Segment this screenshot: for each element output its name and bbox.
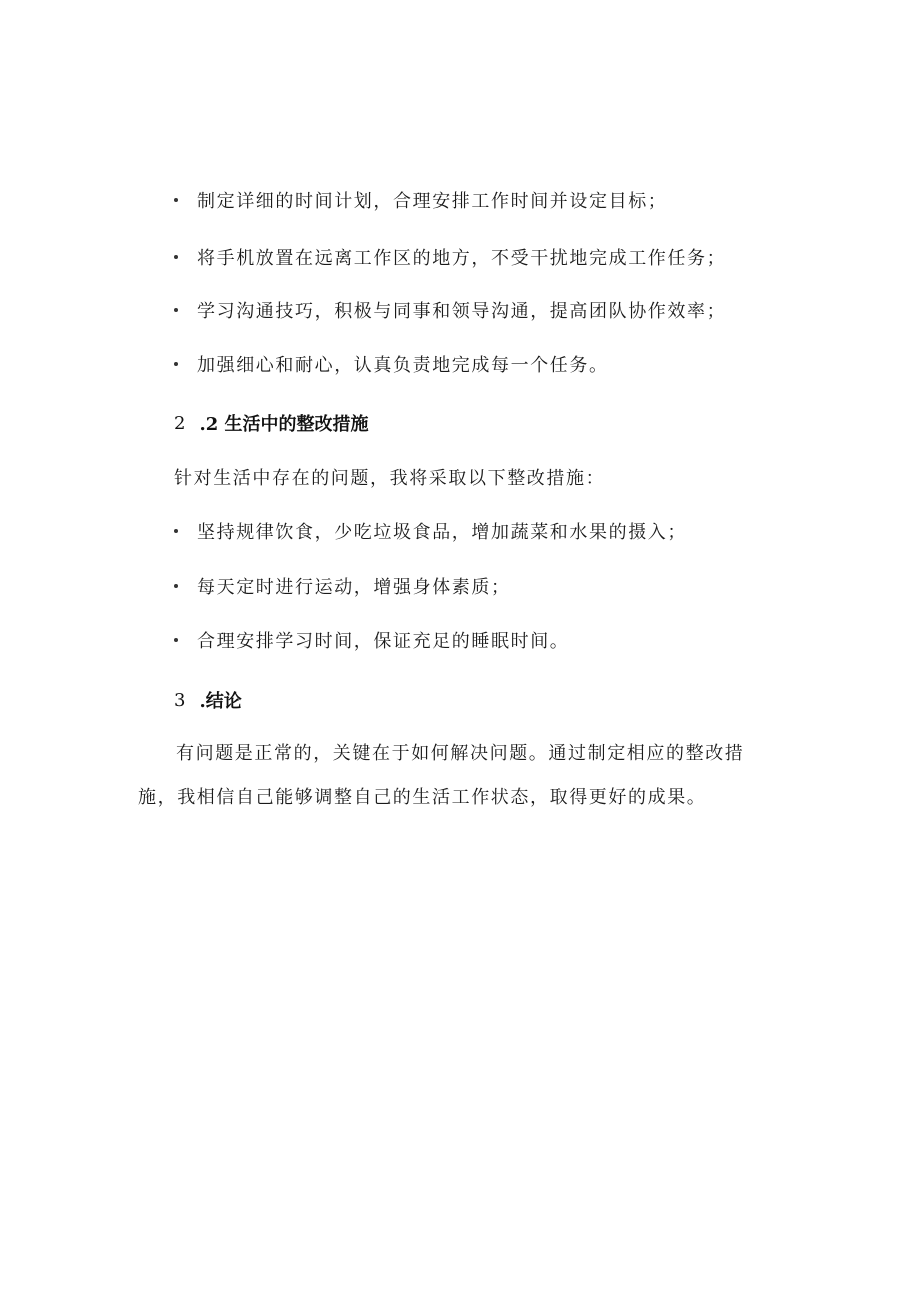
list-item — [174, 571, 511, 601]
list-item-text: 学习沟通技巧，积极与同事和领导沟通，提高团队协作效率； — [197, 301, 727, 322]
bullet-icon — [174, 362, 178, 366]
list-item-text: 制定详细的时间计划，合理安排工作时间并设定目标； — [197, 191, 668, 212]
list-item — [174, 349, 609, 379]
list-item-text: 加强细心和耐心，认真负责地完成每一个任务。 — [197, 355, 609, 376]
list-item-text: 将手机放置在远离工作区的地方，不受干扰地完成工作任务； — [197, 248, 727, 269]
bullet-icon — [174, 584, 178, 588]
section-number: 3 — [174, 689, 186, 711]
section-heading-3 — [174, 685, 242, 715]
list-item-text: 每天定时进行运动，增强身体素质； — [197, 577, 511, 598]
section-title: .结论 — [199, 691, 242, 712]
section-intro: 针对生活中存在的问题，我将采取以下整改措施： — [174, 468, 606, 489]
list-item-text: 坚持规律饮食，少吃垃圾食品，增加蔬菜和水果的摄入； — [197, 522, 687, 543]
list-item — [174, 185, 667, 215]
section-number: 2 — [174, 412, 186, 434]
bullet-icon — [174, 198, 178, 202]
list-item — [174, 516, 687, 546]
bullet-icon — [174, 255, 178, 259]
bullet-icon — [174, 308, 178, 312]
list-item — [174, 242, 726, 272]
conclusion-paragraph-line-2: 施，我相信自己能够调整自己的生活工作状态，取得更好的成果。 — [138, 787, 707, 808]
conclusion-paragraph-line-1: 有问题是正常的，关键在于如何解决问题。通过制定相应的整改措 — [176, 743, 745, 764]
list-item-text: 合理安排学习时间，保证充足的睡眠时间。 — [197, 631, 570, 652]
section-title: .2 生活中的整改措施 — [199, 414, 369, 435]
section-heading-2-2 — [174, 408, 369, 438]
list-item — [174, 295, 726, 325]
bullet-icon — [174, 638, 178, 642]
list-item — [174, 625, 569, 655]
bullet-icon — [174, 529, 178, 533]
